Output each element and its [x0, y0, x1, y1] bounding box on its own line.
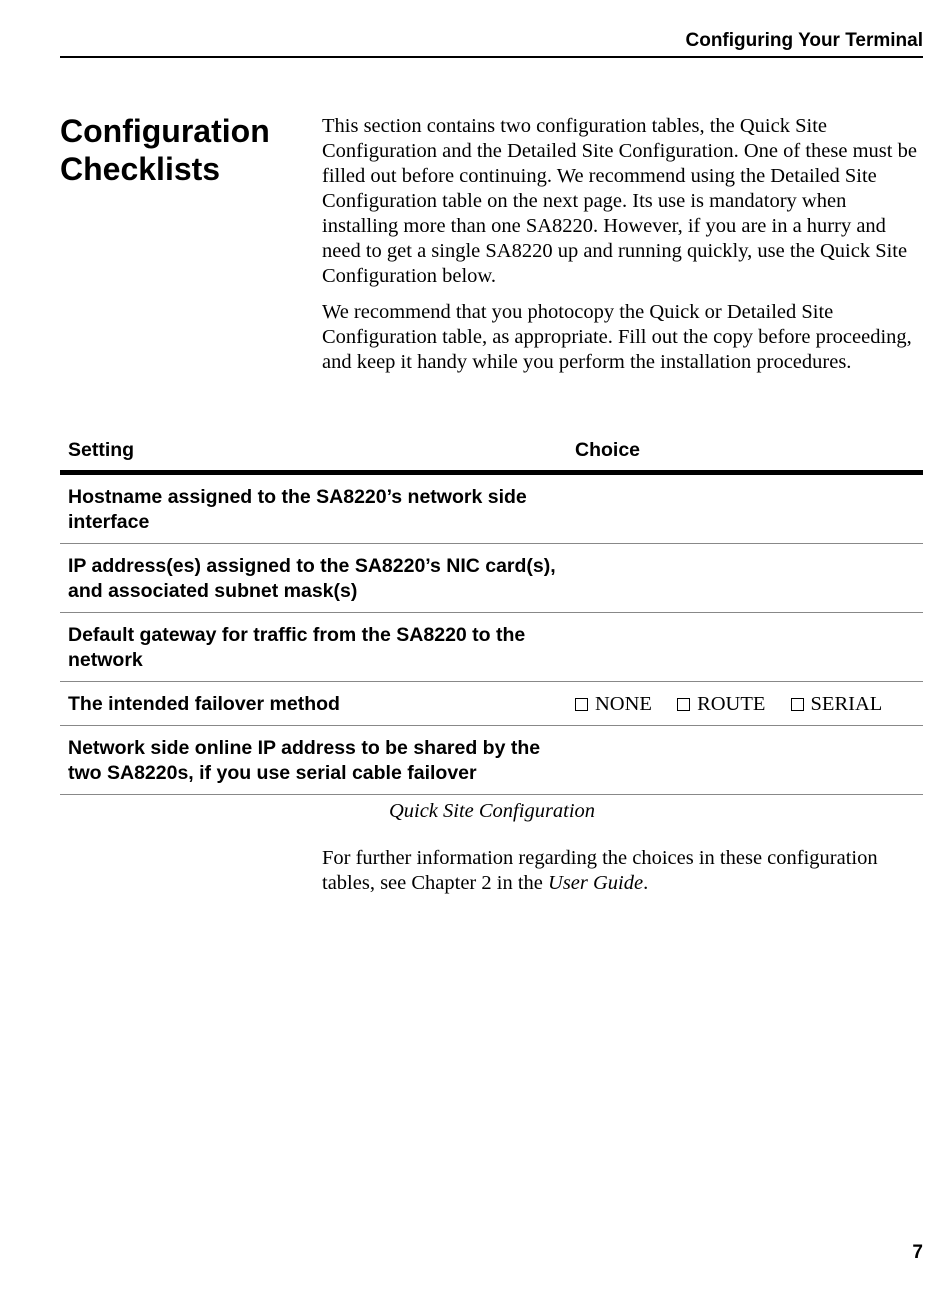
- setting-cell: Default gateway for traffic from the SA8220 to the network: [60, 613, 567, 682]
- table-row: [60, 544, 923, 613]
- intro-paragraph-1: This section contains two configuration tables, the Quick Site Configuration and the Detailed Site Configuration. One of these must be filled out before continuing. We recommend using the Detailed Site Configuration table on the next page. Its use is mandatory when installing more than one SA8220. However, if you are in a hurry and need to get a single SA8220 up and running quickly, use the Quick Site Configuration below.: [322, 115, 917, 287]
- setting-cell: Network side online IP address to be shared by the two SA8220s, if you use serial cable failover: [60, 726, 567, 795]
- choice-cell[interactable]: [567, 544, 923, 613]
- checkbox-icon[interactable]: [677, 698, 690, 711]
- page-number: 7: [912, 1242, 923, 1263]
- checkbox-icon[interactable]: [791, 698, 804, 711]
- further-info-note: [322, 846, 922, 896]
- checkbox-icon[interactable]: [575, 698, 588, 711]
- running-header: Configuring Your Terminal: [685, 30, 923, 51]
- choice-cell[interactable]: [567, 613, 923, 682]
- failover-options-cell: [567, 682, 923, 726]
- option-route[interactable]: [677, 692, 765, 717]
- table-caption: Quick Site Configuration: [388, 800, 596, 822]
- section-title: Configuration Checklists: [60, 113, 270, 187]
- option-label: NONE: [595, 693, 652, 715]
- setting-cell: The intended failover method: [60, 682, 567, 726]
- option-label: SERIAL: [810, 693, 883, 715]
- option-label: ROUTE: [697, 693, 766, 715]
- option-none[interactable]: [575, 692, 652, 717]
- setting-cell: IP address(es) assigned to the SA8220’s NIC card(s), and associated subnet mask(s): [60, 544, 567, 613]
- quick-site-configuration-table: [60, 433, 923, 795]
- table-row: [60, 726, 923, 795]
- table-row: [60, 473, 923, 544]
- table-row: [60, 613, 923, 682]
- choice-cell[interactable]: [567, 726, 923, 795]
- table-row: [60, 682, 923, 726]
- setting-column-header: Setting: [60, 433, 567, 473]
- intro-paragraph-2: We recommend that you photocopy the Quick or Detailed Site Configuration table, as appropriate. Fill out the copy before proceeding, and keep it handy while you perform the installation procedures.: [322, 301, 912, 373]
- note-text: For further information regarding the choices in these configuration tables, see Chapter 2 in the: [322, 847, 878, 894]
- choice-cell[interactable]: [567, 473, 923, 544]
- setting-cell: Hostname assigned to the SA8220’s network side interface: [60, 473, 567, 544]
- choice-column-header: Choice: [567, 433, 923, 473]
- option-serial[interactable]: [791, 692, 883, 717]
- table-header-row: [60, 433, 923, 473]
- intro-text: [322, 114, 922, 386]
- note-text-end: .: [643, 872, 649, 894]
- user-guide-title: User Guide: [548, 872, 644, 894]
- header-rule: [60, 56, 923, 58]
